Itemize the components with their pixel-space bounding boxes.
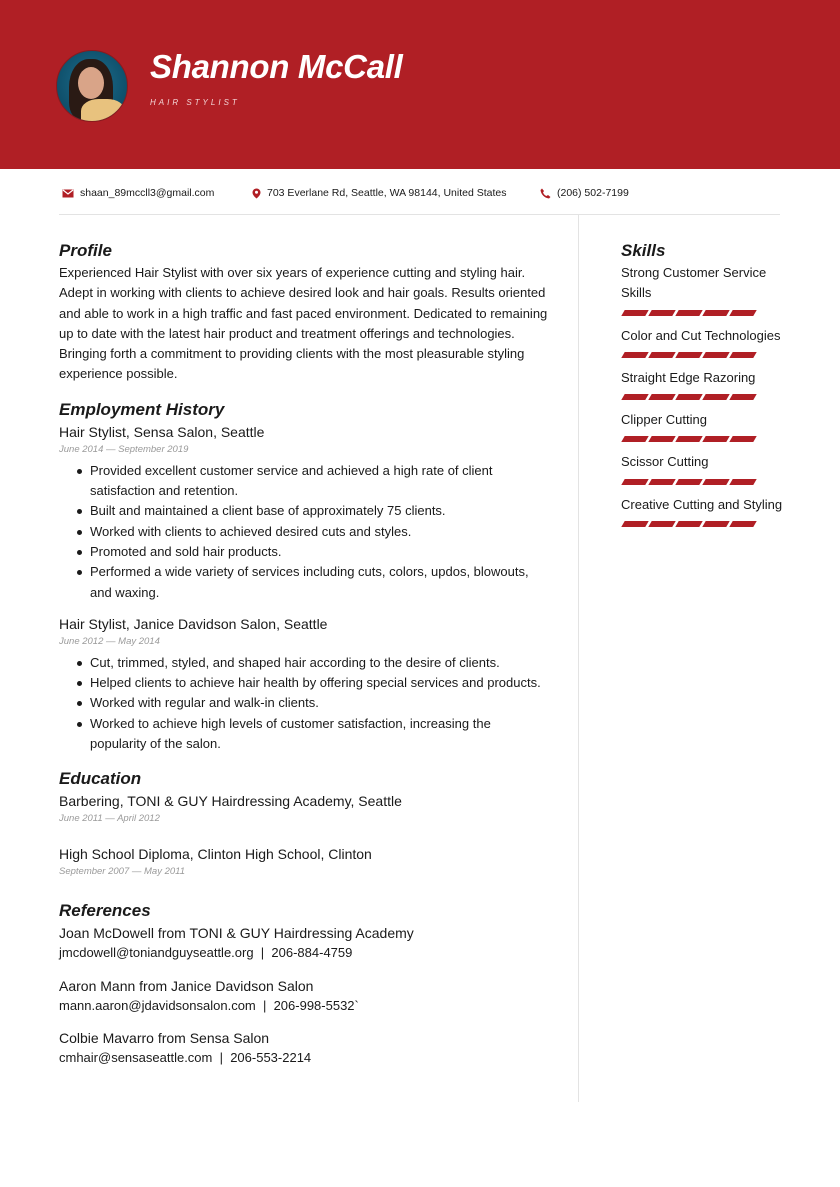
candidate-role: HAIR STYLIST [150, 98, 240, 107]
skill-level-segment [675, 310, 702, 316]
section-heading: Profile [59, 241, 112, 260]
column-divider [578, 215, 579, 1102]
job-bullets [59, 461, 549, 603]
skills-list [621, 263, 801, 527]
skill-level-segment [729, 394, 756, 400]
profile-section [59, 240, 549, 385]
skill-level-segment [621, 521, 648, 527]
education-title: High School Diploma, Clinton High School, Clinton [59, 846, 372, 863]
skill-level-segment [621, 479, 648, 485]
education-date: September 2007 — May 2011 [59, 866, 186, 878]
list-item: Cut, trimmed, styled, and shaped hair according to the desire of clients. [90, 653, 549, 673]
skill-level-segment [729, 436, 756, 442]
list-item: Promoted and sold hair products. [90, 542, 549, 562]
employment-section [59, 399, 549, 755]
reference-contact: cmhair@sensaseattle.com | 206-553-2214 [59, 1049, 312, 1065]
skill-level-segment [621, 436, 648, 442]
skill-name: Color and Cut Technologies [621, 327, 781, 343]
section-heading: Skills [621, 241, 666, 260]
education-date: June 2011 — April 2012 [59, 813, 160, 825]
skill-level-bar [623, 436, 801, 442]
candidate-name: Shannon McCall [150, 48, 403, 85]
section-heading: Employment History [59, 399, 225, 419]
skill-level-bar [623, 521, 801, 527]
reference-name: Joan McDowell from TONI & GUY Hairdressing Academy [59, 925, 414, 942]
address-text: 703 Everlane Rd, Seattle, WA 98144, United States [267, 187, 507, 199]
reference-contact: jmcdowell@toniandguyseattle.org | 206-884-4759 [59, 945, 353, 961]
skill-level-segment [702, 479, 729, 485]
job-title: Hair Stylist, Sensa Salon, Seattle [59, 423, 265, 440]
section-heading: References [59, 901, 151, 921]
skill-level-segment [675, 436, 702, 442]
list-item: Helped clients to achieve hair health by offering special services and products. [90, 673, 549, 693]
contact-phone [540, 187, 629, 199]
resume-header [0, 0, 840, 169]
reference-name: Colbie Mavarro from Sensa Salon [59, 1029, 270, 1046]
skill-level-segment [702, 310, 729, 316]
skill-name: Scissor Cutting [621, 454, 709, 470]
profile-photo [56, 50, 128, 122]
skill-level-segment [675, 394, 702, 400]
skill-name: Creative Cutting and Styling [621, 496, 783, 512]
job-bullets [59, 653, 549, 754]
job-date: June 2012 — May 2014 [59, 635, 160, 647]
skill-level-bar [623, 310, 801, 316]
skill-level-segment [675, 352, 702, 358]
reference-contact: mann.aaron@jdavidsonsalon.com | 206-998-5532` [59, 997, 359, 1013]
profile-text: Experienced Hair Stylist with over six years of experience cutting and styling hair. Adept in working with clients to achieve desired look and hair goals. Results oriented and able to work in a high traffic and fast paced environment. Dedicated to remaining up to date with the latest hair product and treatment offerings and technologies. Bringing forth a commitment to providing clients with the most pleasurable styling experience possible. [59, 265, 548, 382]
list-item: Provided excellent customer service and achieved a high rate of client satisfaction and retention. [90, 461, 549, 502]
skill-level-segment [675, 521, 702, 527]
list-item: Worked to achieve high levels of customer satisfaction, increasing the popularity of the salon. [90, 714, 549, 755]
skill-level-segment [702, 394, 729, 400]
phone-text: (206) 502-7199 [557, 187, 629, 199]
skill-level-segment [648, 394, 675, 400]
skill-level-segment [702, 352, 729, 358]
skill-level-segment [729, 310, 756, 316]
skill-level-segment [648, 436, 675, 442]
skill-level-segment [729, 521, 756, 527]
reference-entry [59, 1028, 549, 1068]
location-pin-icon [252, 188, 261, 199]
phone-icon [540, 188, 551, 199]
header-divider [59, 214, 780, 215]
job-entry [59, 422, 549, 603]
job-entry [59, 614, 549, 754]
reference-name: Aaron Mann from Janice Davidson Salon [59, 977, 314, 994]
skill-level-segment [621, 310, 648, 316]
contact-address [252, 187, 507, 199]
skill-name: Straight Edge Razoring [621, 369, 756, 385]
skills-column [621, 240, 801, 537]
education-entry [59, 844, 549, 880]
skill-level-segment [729, 352, 756, 358]
skill-name: Strong Customer Service Skills [621, 265, 767, 301]
list-item: Performed a wide variety of services including cuts, colors, updos, blowouts, and waxing. [90, 562, 549, 603]
contact-email [62, 187, 214, 199]
skill-level-bar [623, 479, 801, 485]
job-title: Hair Stylist, Janice Davidson Salon, Seattle [59, 615, 328, 632]
list-item: Worked with clients to achieved desired cuts and styles. [90, 522, 549, 542]
skill-level-segment [729, 479, 756, 485]
reference-entry [59, 923, 549, 963]
skill-level-segment [702, 436, 729, 442]
skill-level-segment [675, 479, 702, 485]
skill-level-segment [621, 394, 648, 400]
email-text: shaan_89mccll3@gmail.com [80, 187, 215, 199]
job-date: June 2014 — September 2019 [59, 443, 189, 455]
skill-level-bar [623, 394, 801, 400]
list-item: Worked with regular and walk-in clients. [90, 693, 549, 713]
skill-level-segment [702, 521, 729, 527]
skill-level-segment [648, 352, 675, 358]
skill-level-segment [648, 479, 675, 485]
skill-level-segment [621, 352, 648, 358]
skill-level-segment [648, 521, 675, 527]
envelope-icon [62, 189, 74, 198]
skill-name: Clipper Cutting [621, 412, 707, 428]
skill-level-bar [623, 352, 801, 358]
section-heading: Education [59, 769, 142, 789]
education-section [59, 768, 549, 880]
main-column [59, 240, 549, 1080]
list-item: Built and maintained a client base of approximately 75 clients. [90, 501, 549, 521]
reference-entry [59, 976, 549, 1016]
education-title: Barbering, TONI & GUY Hairdressing Academy, Seattle [59, 793, 402, 810]
skill-level-segment [648, 310, 675, 316]
education-entry [59, 791, 549, 827]
references-section [59, 900, 549, 1068]
